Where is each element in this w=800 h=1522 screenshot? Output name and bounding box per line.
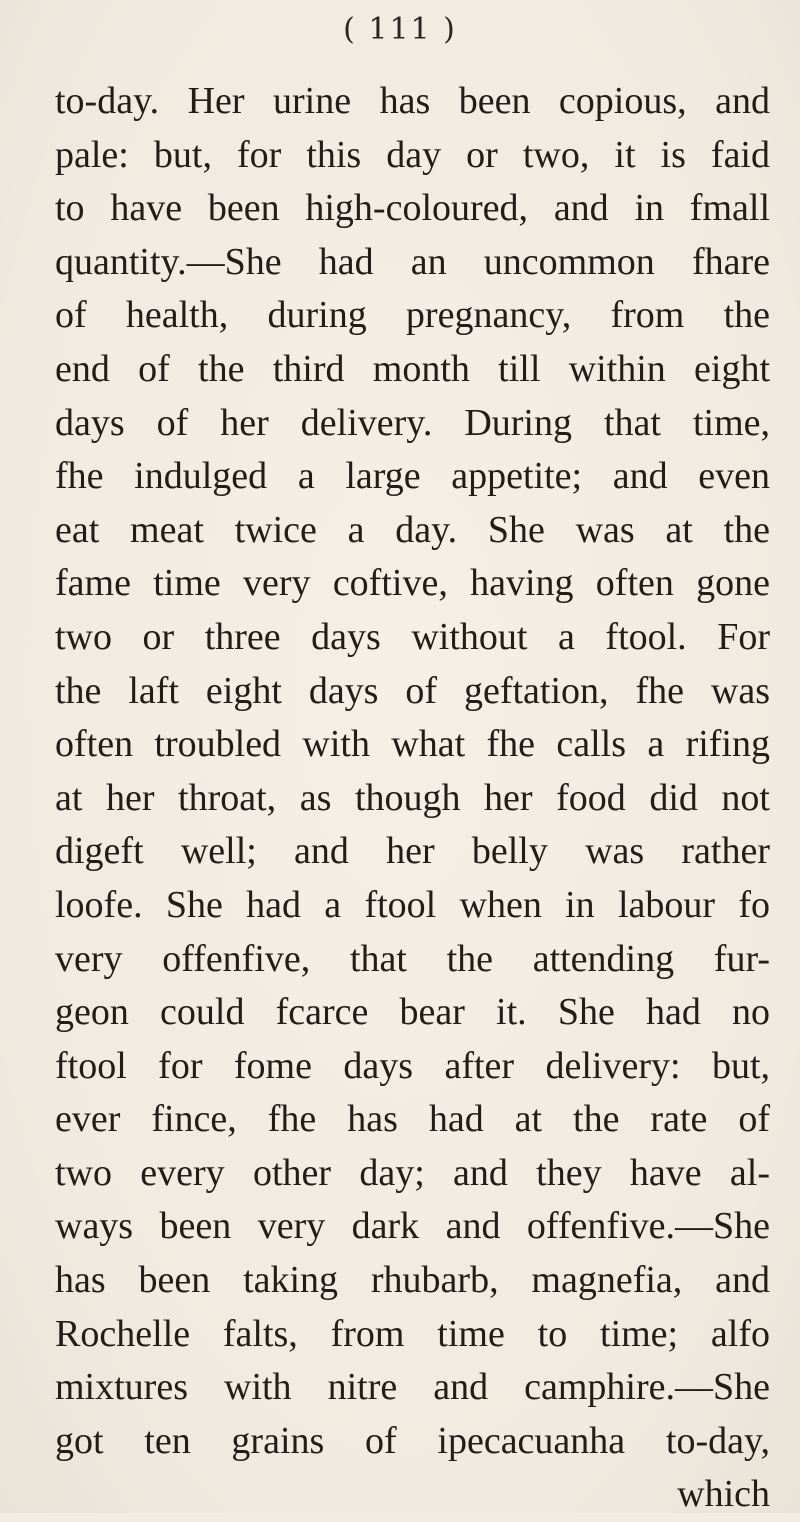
text-line: fhe indulged a large appetite; and even: [55, 455, 770, 498]
text-line: geon could fcarce bear it. She had no: [55, 991, 770, 1034]
text-line: got ten grains of ipecacuanha to-day,: [55, 1419, 770, 1462]
text-line: pale: but, for this day or two, it is faid: [55, 133, 770, 176]
catchword: which: [677, 1473, 770, 1516]
text-line: to have been high-coloured, and in fmall: [55, 187, 770, 230]
text-line: has been taking rhubarb, magnefia, and: [55, 1259, 770, 1302]
text-line: ways been very dark and offenfive.—She: [55, 1205, 770, 1248]
text-line: two every other day; and they have al-: [55, 1151, 770, 1194]
body-text: [55, 75, 770, 1522]
text-line: two or three days without a ftool. For: [55, 615, 770, 658]
text-line: eat meat twice a day. She was at the: [55, 508, 770, 551]
text-line: fame time very coftive, having often gone: [55, 562, 770, 605]
page-number: ( 111 ): [343, 12, 457, 47]
text-line: of health, during pregnancy, from the: [55, 294, 770, 337]
text-line: Rochelle falts, from time to time; alfo: [55, 1312, 770, 1355]
text-line: loofe. She had a ftool when in labour fo: [55, 883, 770, 926]
text-line: at her throat, as though her food did not: [55, 776, 770, 819]
text-line: very offenfive, that the attending fur-: [55, 937, 770, 980]
text-line: ever fince, fhe has had at the rate of: [55, 1098, 770, 1141]
text-line: often troubled with what fhe calls a rifing: [55, 723, 770, 766]
text-line: days of her delivery. During that time,: [55, 401, 770, 444]
text-line: to-day. Her urine has been copious, and: [55, 80, 770, 122]
text-line: mixtures with nitre and camphire.—She: [55, 1366, 770, 1409]
text-line: ftool for fome days after delivery: but,: [55, 1044, 770, 1087]
text-line: the laft eight days of geftation, fhe was: [55, 669, 770, 712]
text-line: digeft well; and her belly was rather: [55, 830, 770, 873]
text-line: end of the third month till within eight: [55, 347, 770, 390]
text-line: quantity.—She had an uncommon fhare: [55, 240, 770, 283]
